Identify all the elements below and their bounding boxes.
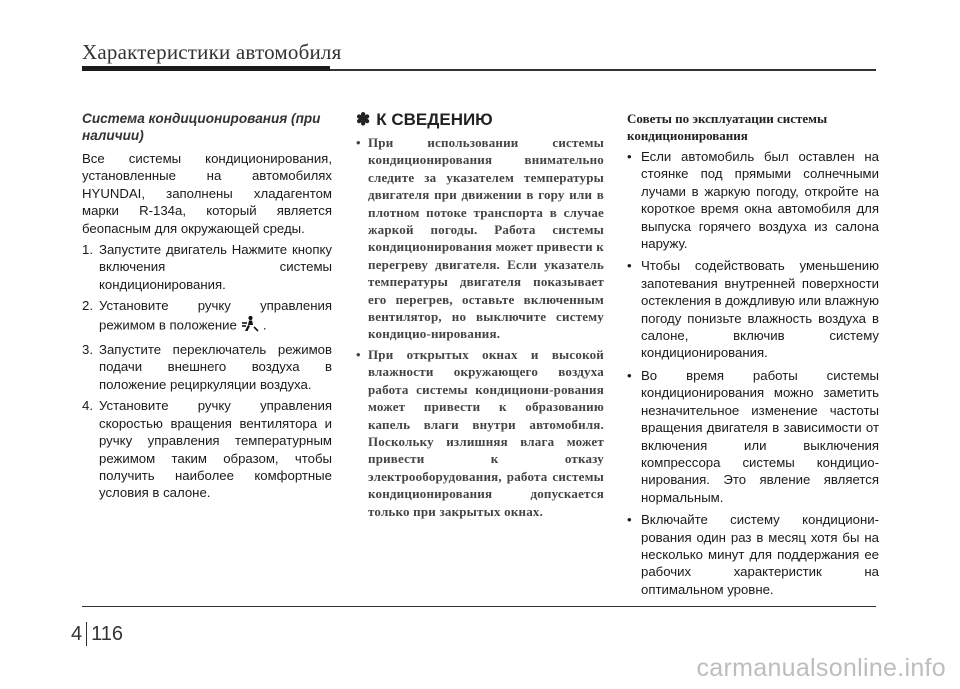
step-text [96, 297, 332, 337]
note-heading-text: К СВЕДЕНИЮ [376, 110, 493, 129]
step-item [82, 297, 332, 337]
bullet-dot: • [356, 135, 361, 150]
step-number: 4. [82, 398, 93, 414]
tip-bullet [627, 148, 879, 252]
step-item [82, 241, 332, 293]
note-heading [356, 110, 604, 130]
page-number [71, 622, 123, 646]
bullet-dot: • [627, 512, 632, 528]
column-right [627, 110, 879, 603]
tip-bullet [627, 367, 879, 506]
face-vent-icon [241, 315, 259, 337]
tip-bullet [627, 511, 879, 598]
tip-text: Включайте систему кондициони-рования один раз в месяц хотя бы на несколько минут для поддержания ее рабочих характеристик на оптимальном уровне. [641, 512, 879, 597]
tip-text: Если автомобиль был оставлен на стоянке под прямыми солнечными лучами в жаркую погоду, откройте на короткое время окна автомобиля для выпуска горячего воздуха из салона наружу. [641, 149, 879, 252]
step-number: 2. [82, 298, 93, 314]
tip-text: Во время работы системы кондиционирования можно заметить незначительное изменение частоты вращения двигателя в зависимости от включения или выключения компрессора системы кондицио-нирования. Это явление является нормальным. [641, 367, 879, 505]
watermark: carmanualsonline.info [696, 654, 946, 682]
step-text: Запустите переключатель режимов подачи внешнего воздуха в положение рециркуляции воздуха. [99, 342, 332, 392]
tips-title: Советы по эксплуатации системы кондиционирования [627, 111, 828, 143]
page-number-value: 116 [91, 622, 124, 645]
bullet-dot: • [627, 258, 632, 274]
bullet-dot: • [356, 346, 361, 362]
bullet-dot: • [627, 149, 632, 164]
step-text: Запустите двигатель Нажмите кнопку включения системы кондиционирования. [99, 242, 332, 292]
note-star-icon: ✽ [356, 110, 371, 129]
section-title: Система кондиционирования (при наличии) [82, 111, 321, 143]
bullet-dot: • [627, 367, 632, 383]
tip-text: Чтобы содействовать уменьшению запотевания внутренней поверхности остекления в дождливую или влажную погоду понизьте влажность воздуха в салоне, включив систему кондиционирования. [641, 258, 879, 361]
step-text-b: . [262, 317, 267, 333]
note-bullet-text: При использовании системы кондиционирования внимательно следите за указателем температуры двигателя при движении в гору или в плотном потоке транспорта в случае жаркой погоды. Работа системы кондиционирования может привести к перегреву двигателя. Если указатель температуры двигателя показывает его перегрев, оставьте включенным вентилятор, но выключите систему кондицио-нирования. [368, 135, 604, 342]
header-rule-thick [82, 66, 330, 71]
step-text: Установите ручку управления скоростью вращения вентилятора и ручку управления температурным режимом таким образом, чтобы получить наиболее комфортные условия в салоне. [99, 398, 332, 501]
step-item [82, 341, 332, 393]
page-header-title: Характеристики автомобиля [82, 40, 342, 64]
step-number: 1. [82, 242, 93, 258]
footer-rule [82, 606, 876, 607]
step-number: 3. [82, 342, 93, 358]
page-number-divider [86, 622, 87, 646]
step-item [82, 397, 332, 501]
tip-bullet [627, 257, 879, 361]
note-bullet-text: При открытых окнах и высокой влажности окружающего воздуха работа системы кондициони-рования может привести к образованию капель влаги внутри автомобиля. Поскольку излишняя влага может привести к отказу электрооборудования, работа системы кондиционирования допускается только при закрытых окнах. [368, 346, 604, 519]
column-left [82, 110, 332, 506]
header-rule-thin [330, 69, 876, 71]
column-middle [356, 110, 604, 523]
intro-paragraph: Все системы кондиционирования, установленные на автомобилях HYUNDAI, заполнены хладагентом марки R-134a, который является беопасным для окружающей среды. [82, 151, 332, 236]
chapter-number: 4 [71, 622, 83, 645]
note-bullet [356, 134, 604, 343]
step-text-a: Установите ручку управления режимом в положение [99, 298, 332, 333]
note-bullet [356, 346, 604, 520]
